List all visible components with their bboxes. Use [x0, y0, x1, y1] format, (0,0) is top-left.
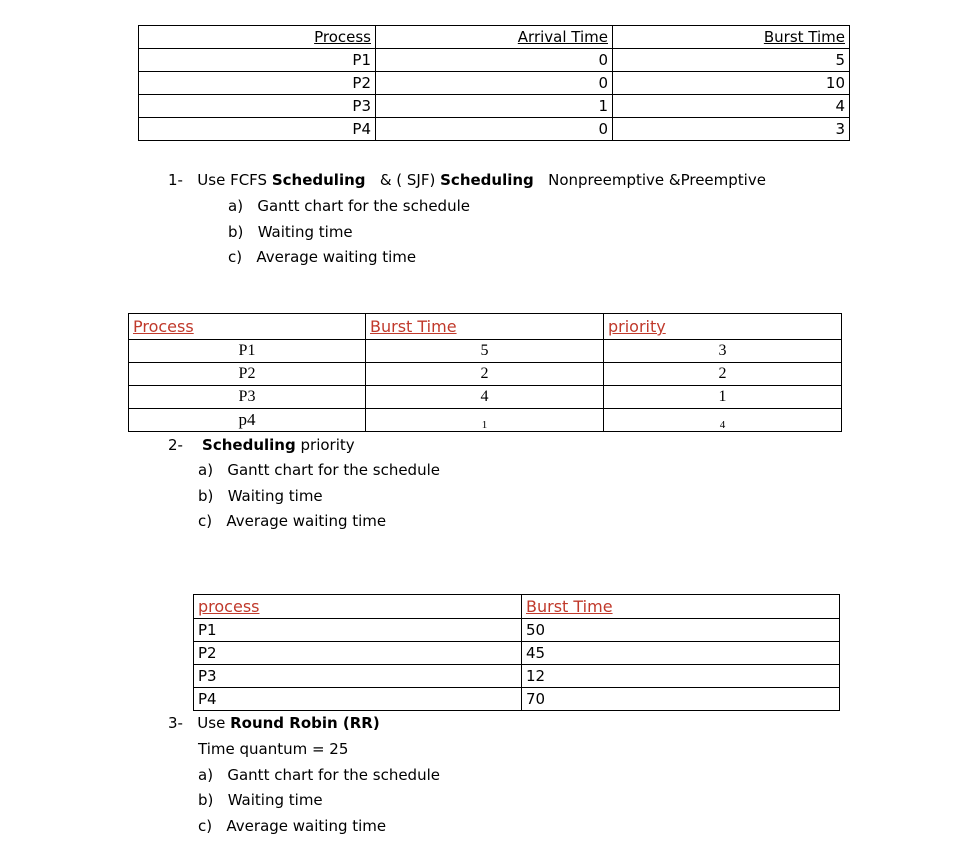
list-item: b) Waiting time	[228, 223, 353, 241]
cell-process: P2	[129, 363, 366, 386]
table-row	[129, 409, 842, 432]
time-quantum: Time quantum = 25	[198, 740, 349, 758]
header-burst-time: Burst Time	[522, 595, 840, 619]
question-number: 1-	[168, 171, 183, 189]
cell-burst: 70	[522, 688, 840, 711]
cell-process: P2	[139, 72, 376, 95]
question-2: 2- Scheduling priority	[168, 436, 355, 454]
list-item: b) Waiting time	[198, 791, 323, 809]
cell-priority: 4	[604, 409, 842, 432]
list-item: c) Average waiting time	[228, 248, 417, 266]
question-number: 3-	[168, 714, 183, 732]
header-burst-time: Burst Time	[613, 26, 850, 49]
cell-process: P1	[129, 340, 366, 363]
list-item: a) Gantt chart for the schedule	[228, 197, 470, 215]
cell-arrival: 0	[376, 49, 613, 72]
list-item: a) Gantt chart for the schedule	[198, 461, 440, 479]
table-row	[194, 619, 840, 642]
header-process: process	[194, 595, 522, 619]
question-1: 1- Use FCFS Scheduling & ( SJF) Scheduling Nonpreemptive &Preemptive	[168, 171, 766, 189]
header-process: Process	[139, 26, 376, 49]
cell-process: p4	[129, 409, 366, 432]
cell-burst: 10	[613, 72, 850, 95]
question-3: 3- Use Round Robin (RR)	[168, 714, 380, 732]
cell-burst: 5	[613, 49, 850, 72]
table-row	[139, 118, 850, 141]
cell-process: P3	[194, 665, 522, 688]
cell-burst: 3	[613, 118, 850, 141]
table-row	[194, 688, 840, 711]
question-number: 2-	[168, 436, 183, 454]
table-arrival-burst	[138, 25, 850, 141]
cell-priority: 1	[604, 386, 842, 409]
cell-priority: 3	[604, 340, 842, 363]
cell-process: P4	[139, 118, 376, 141]
cell-burst: 4	[613, 95, 850, 118]
cell-process: P3	[139, 95, 376, 118]
table-row	[129, 340, 842, 363]
table-row	[139, 72, 850, 95]
cell-burst: 1	[366, 409, 604, 432]
table-row	[129, 386, 842, 409]
table-row	[194, 665, 840, 688]
list-item: c) Average waiting time	[198, 817, 387, 835]
cell-priority: 2	[604, 363, 842, 386]
cell-arrival: 1	[376, 95, 613, 118]
table-round-robin	[193, 594, 840, 711]
cell-burst: 5	[366, 340, 604, 363]
table-row	[194, 642, 840, 665]
cell-process: P3	[129, 386, 366, 409]
cell-process: P1	[194, 619, 522, 642]
header-burst-time: Burst Time	[366, 314, 604, 340]
list-item: b) Waiting time	[198, 487, 323, 505]
header-arrival-time: Arrival Time	[376, 26, 613, 49]
header-process: Process	[129, 314, 366, 340]
table-row	[129, 363, 842, 386]
cell-burst: 45	[522, 642, 840, 665]
cell-arrival: 0	[376, 72, 613, 95]
cell-process: P2	[194, 642, 522, 665]
list-item: c) Average waiting time	[198, 512, 387, 530]
cell-burst: 50	[522, 619, 840, 642]
cell-arrival: 0	[376, 118, 613, 141]
cell-process: P4	[194, 688, 522, 711]
header-priority: priority	[604, 314, 842, 340]
cell-burst: 12	[522, 665, 840, 688]
table-row	[139, 49, 850, 72]
cell-burst: 4	[366, 386, 604, 409]
table-row	[139, 95, 850, 118]
list-item: a) Gantt chart for the schedule	[198, 766, 440, 784]
cell-burst: 2	[366, 363, 604, 386]
table-priority	[128, 313, 842, 432]
cell-process: P1	[139, 49, 376, 72]
